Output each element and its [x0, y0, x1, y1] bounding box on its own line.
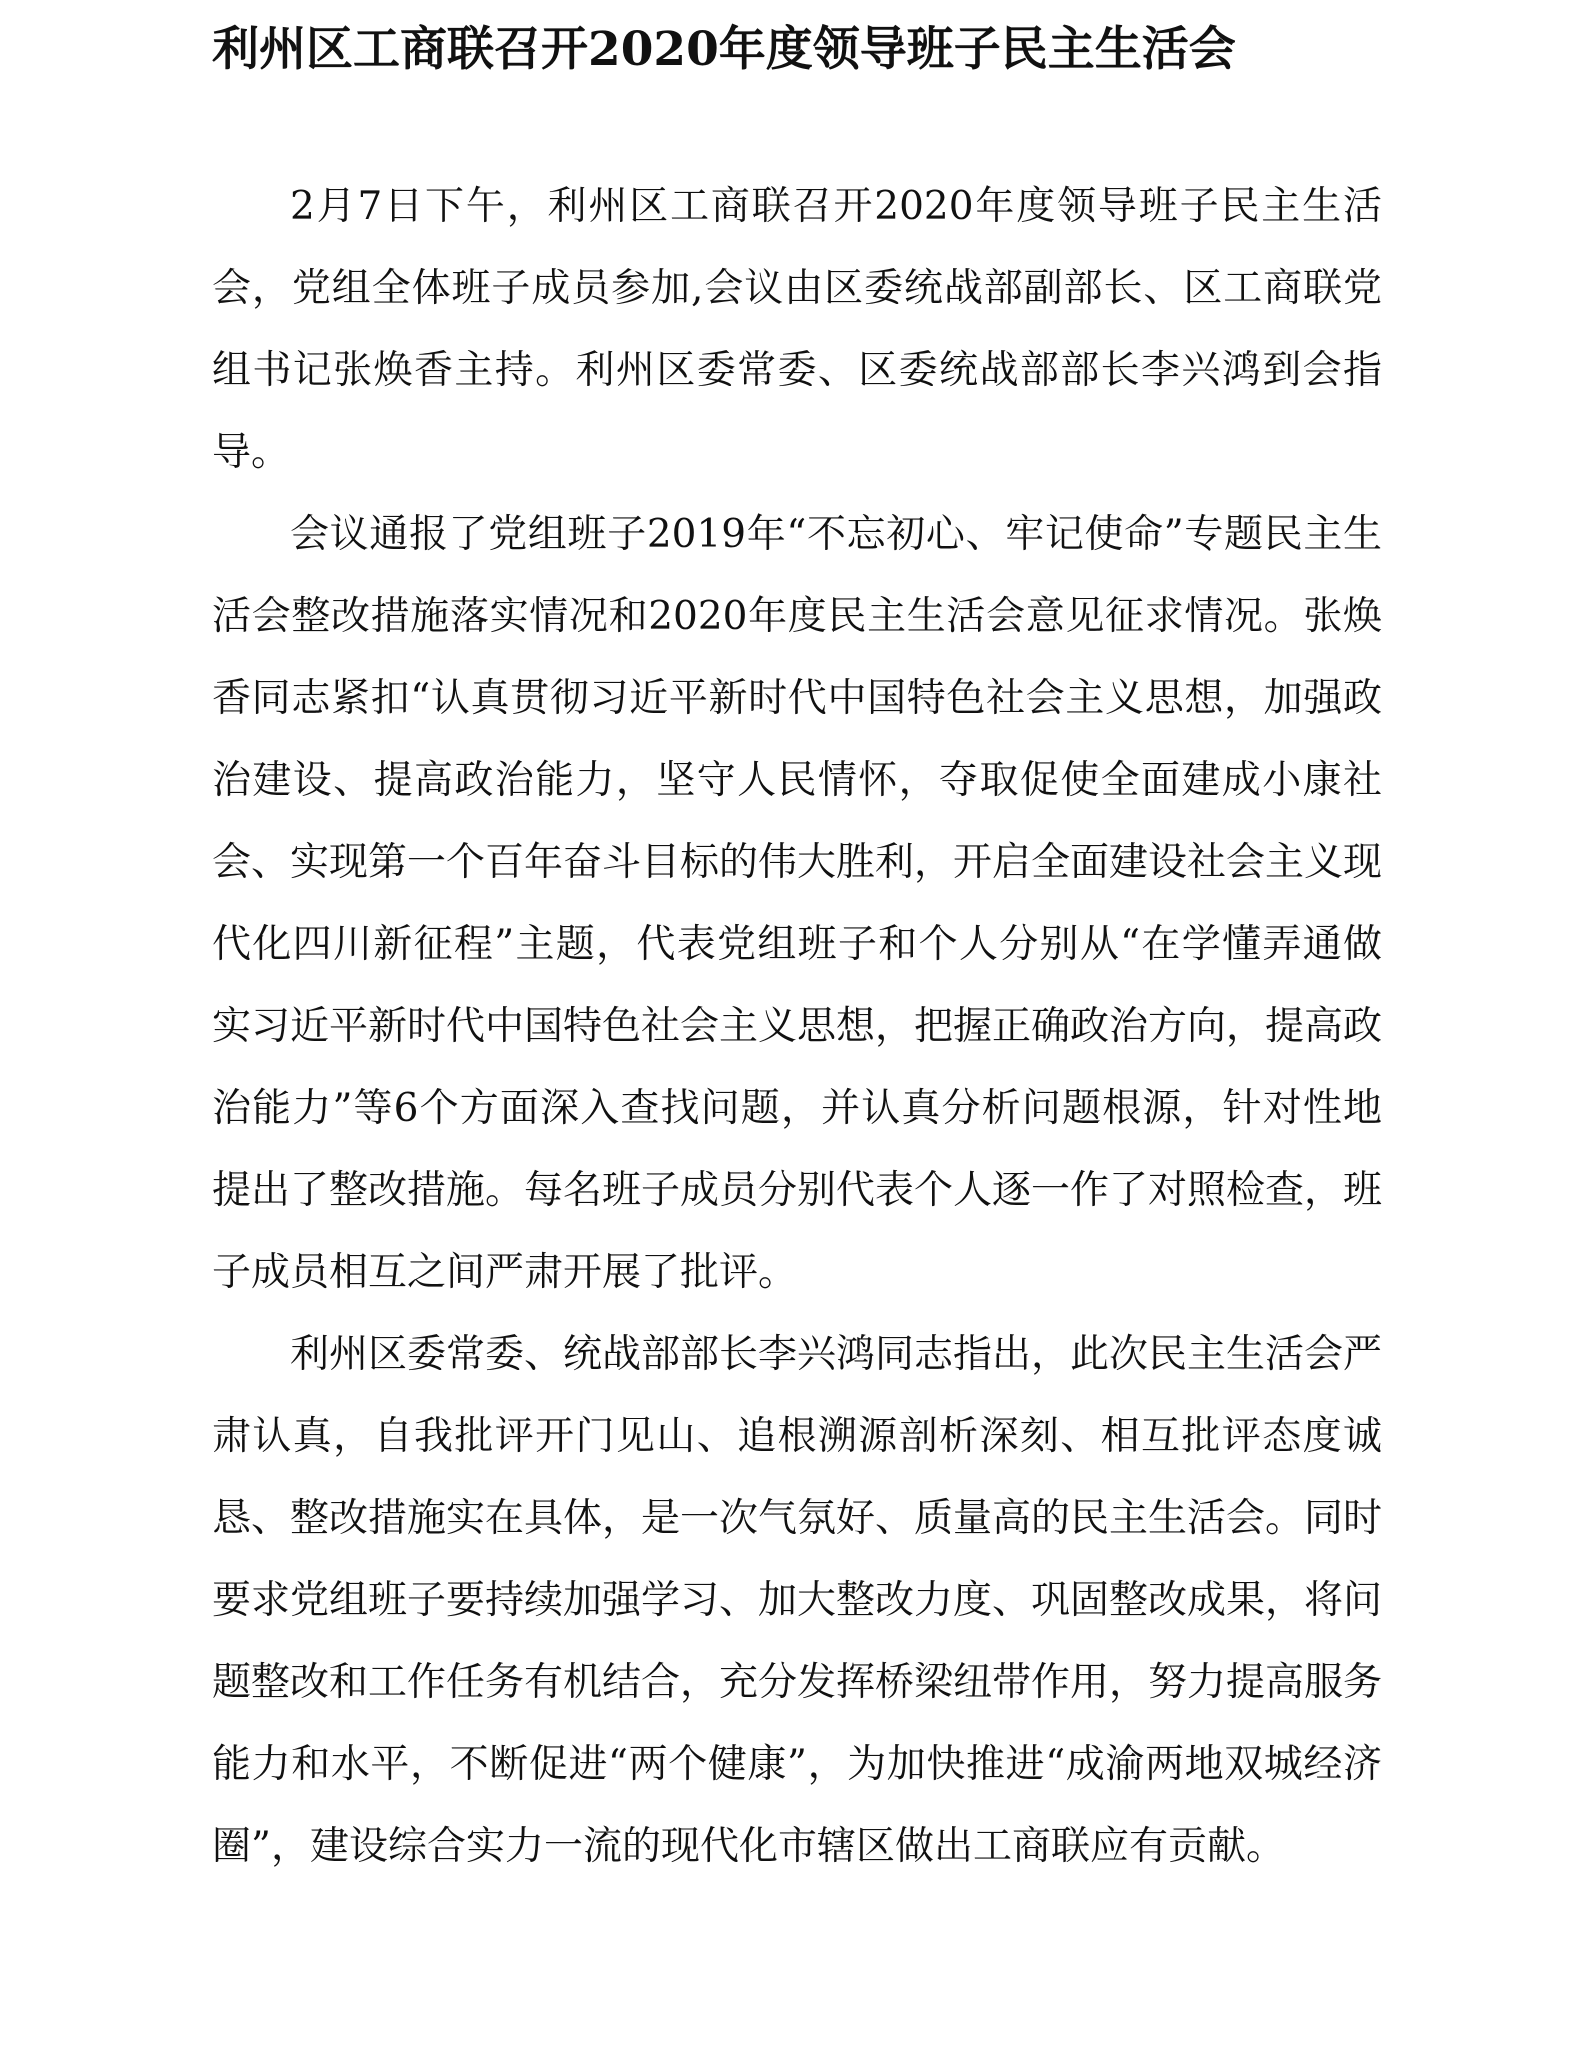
paragraph-3: 利州区委常委、统战部部长李兴鸿同志指出，此次民主生活会严肃认真，自我批评开门见山、追根溯源剖析深刻、相互批评态度诚恳、整改措施实在具体，是一次气氛好、质量高的民主生活会。同时要求党组班子要持续加强学习、加大整改力度、巩固整改成果，将问题整改和工作任务有机结合，充分发挥桥梁纽带作用，努力提高服务能力和水平，不断促进“两个健康”，为加快推进“成渝两地双城经济圈”，建设综合实力一流的现代化市辖区做出工商联应有贡献。	[212, 1332, 1383, 1869]
paragraph-1: 2月7日下午，利州区工商联召开2020年度领导班子民主生活会，党组全体班子成员参加,会议由区委统战部副部长、区工商联党组书记张焕香主持。利州区委常委、区委统战部部长李兴鸿到会指导。	[212, 184, 1382, 475]
paragraph-2: 会议通报了党组班子2019年“不忘初心、牢记使命”专题民主生活会整改措施落实情况和2020年度民主生活会意见征求情况。张焕香同志紧扣“认真贯彻习近平新时代中国特色社会主义思想，加强政治建设、提高政治能力，坚守人民情怀，夺取促使全面建成小康社会、实现第一个百年奋斗目标的伟大胜利，开启全面建设社会主义现代化四川新征程”主题，代表党组班子和个人分别从“在学懂弄通做实习近平新时代中国特色社会主义思想，把握正确政治方向，提高政治能力”等6个方面深入查找问题，并认真分析问题根源，针对性地提出了整改措施。每名班子成员分别代表个人逐一作了对照检查，班子成员相互之间严肃开展了批评。	[212, 512, 1383, 1295]
document-page	[212, 0, 1382, 2058]
document-title: 利州区工商联召开2020年度领导班子民主生活会	[212, 22, 1236, 77]
document-body	[212, 166, 1382, 1888]
